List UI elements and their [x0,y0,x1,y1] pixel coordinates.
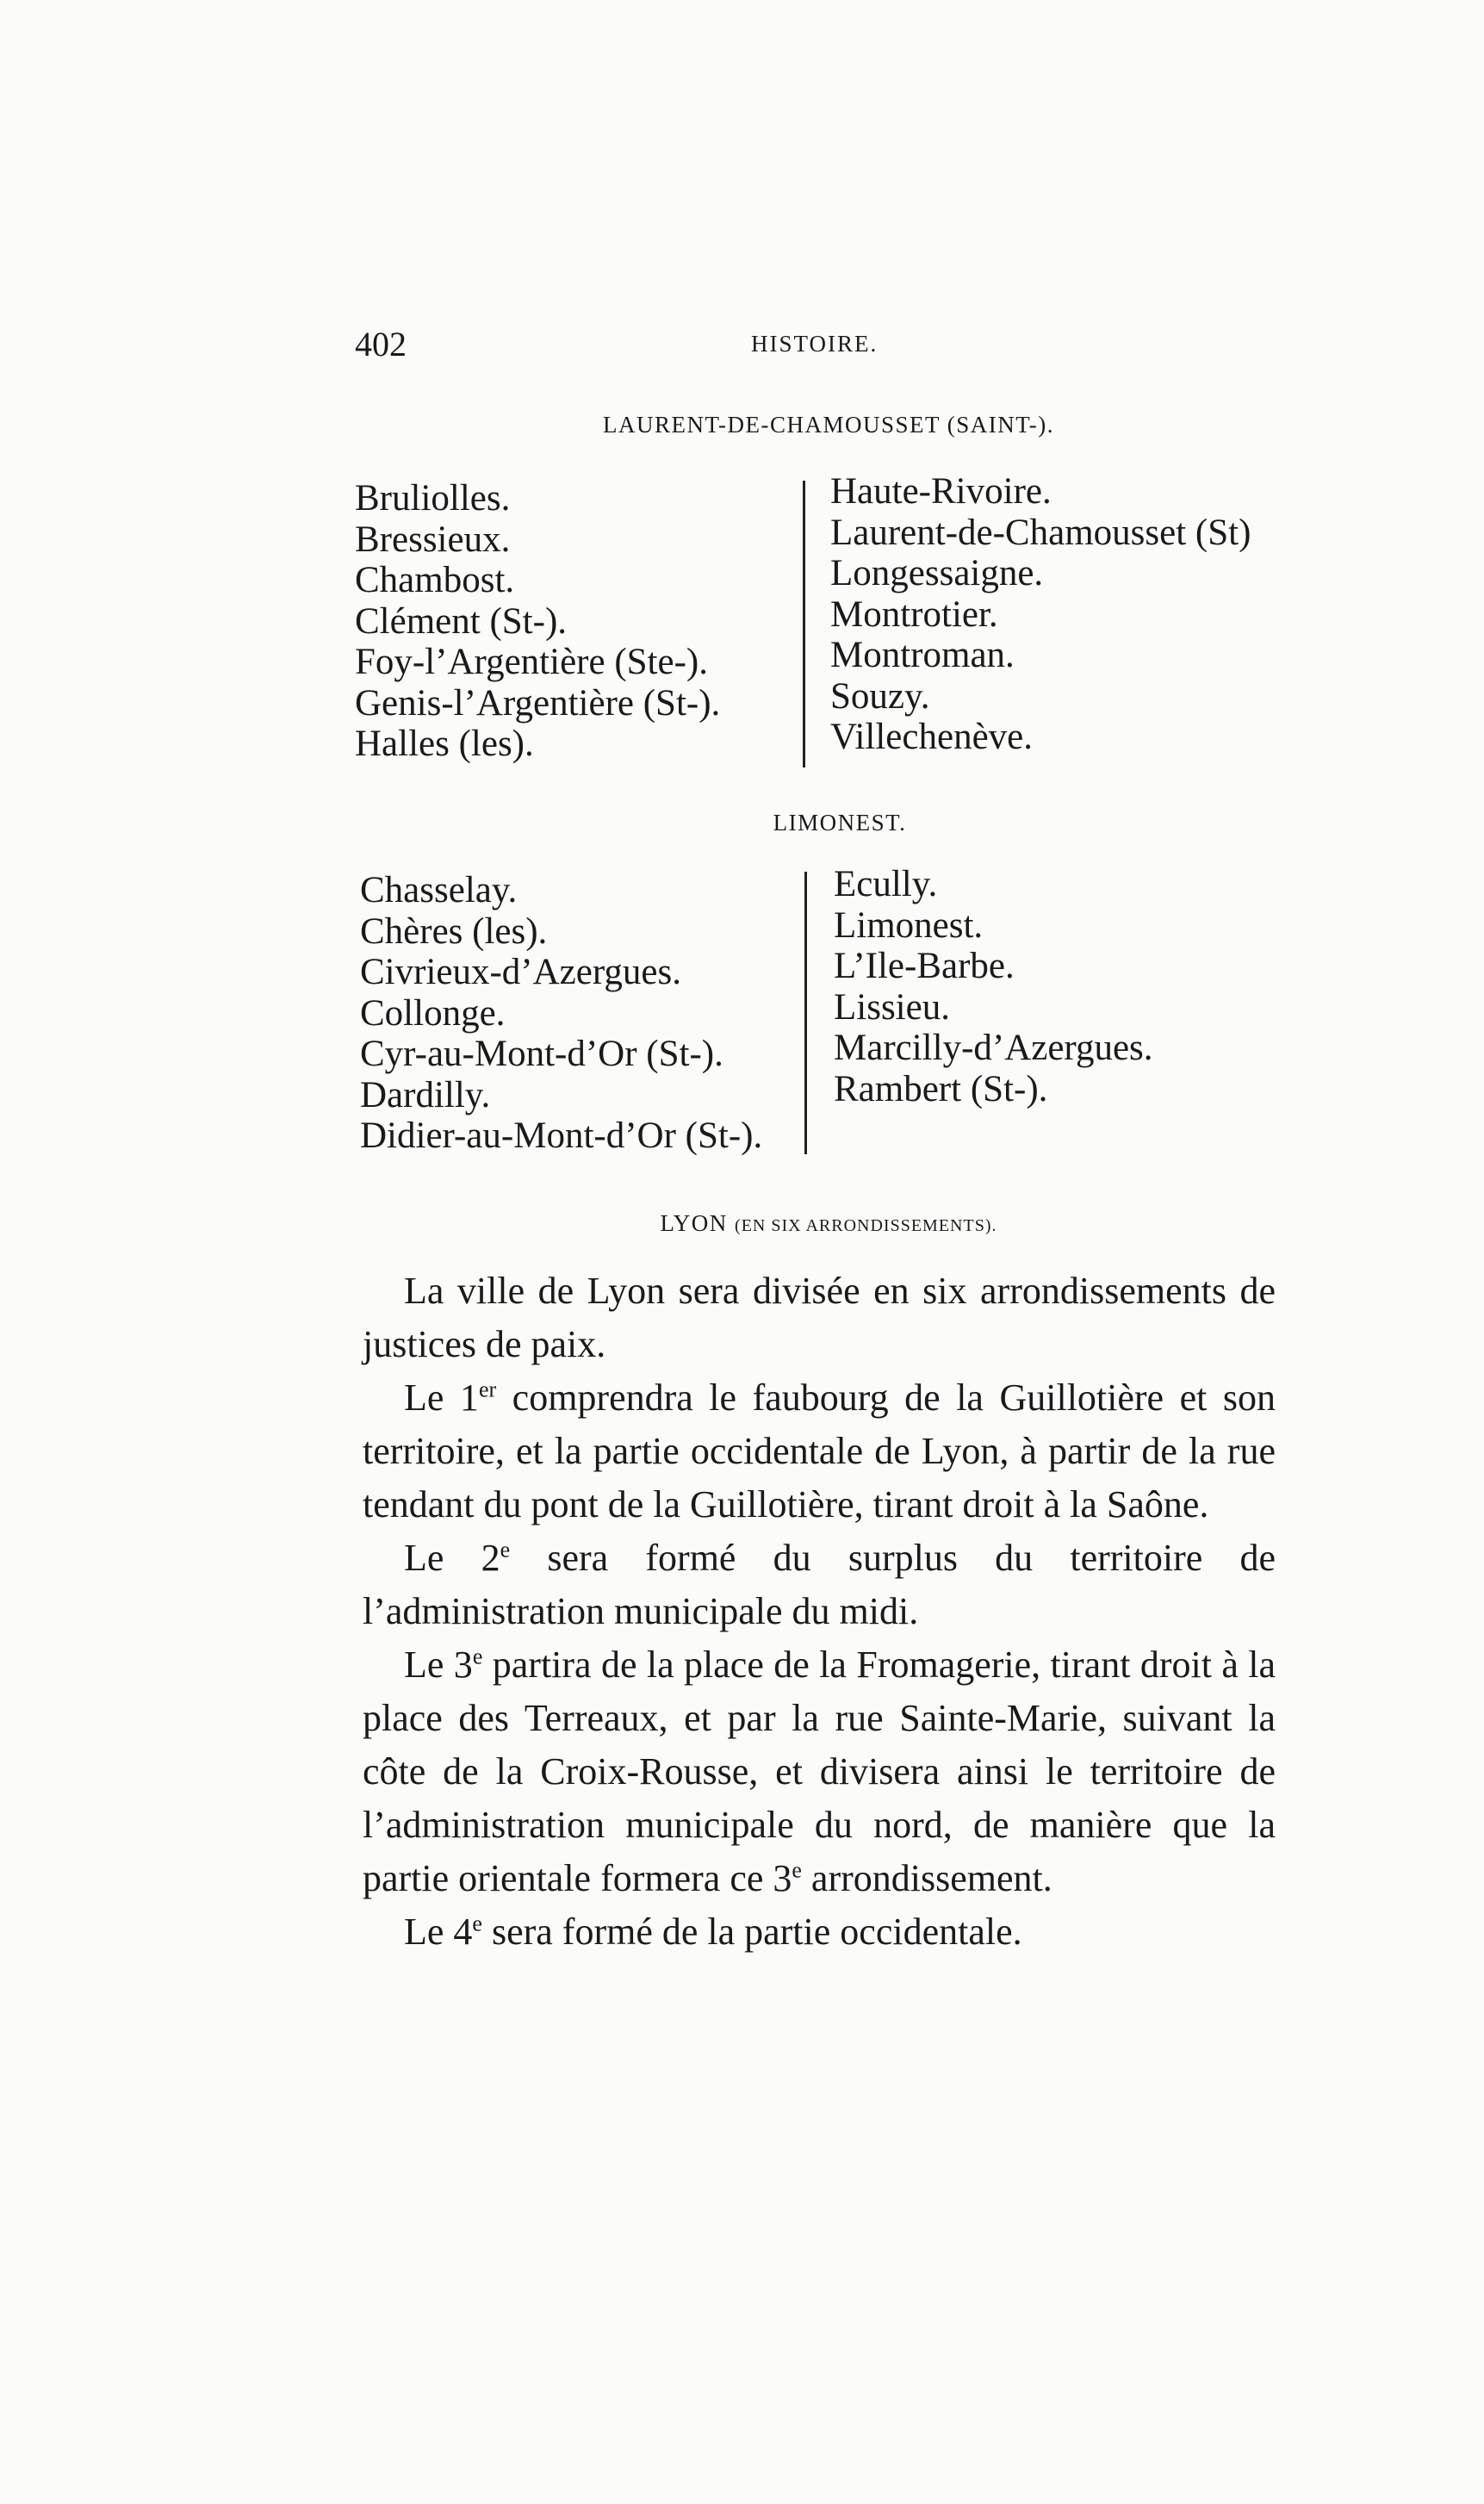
list-item: L’Ile-Barbe. [834,946,1015,986]
paragraph-text: arrondissement. [801,1857,1052,1899]
list-item: Lissieu. [834,986,950,1028]
section-heading-limonest: LIMONEST. [773,810,907,836]
list-item: Laurent-de-Chamousset (St) [830,512,1251,553]
list-item: Civrieux-d’Azergues. [360,952,681,992]
ordinal-suffix: e [472,1643,483,1669]
paragraph-text: La ville de Lyon sera divisée en six arrondissements de justices de paix. [363,1270,1276,1365]
lyon-subtitle: (EN SIX ARRONDISSEMENTS). [735,1216,997,1235]
paragraph [363,1532,1276,1638]
canton-list-left-limonest [360,870,762,1157]
list-item: Bressieux. [355,519,511,560]
running-title: HISTOIRE. [751,331,879,357]
lyon-title: LYON [660,1210,728,1236]
list-item: Didier-au-Mont-d’Or (St-). [360,1115,763,1156]
list-item: Chambost. [355,560,515,600]
canton-list-right-limonest [834,864,1153,1109]
body-text [363,1264,1276,1959]
list-item: Bruliolles. [355,478,511,519]
list-item: Halles (les). [355,724,534,764]
paragraph-text: Le 3 [404,1643,473,1686]
column-divider [803,481,805,767]
list-item: Haute-Rivoire. [830,471,1052,512]
ordinal-suffix: e [500,1537,511,1563]
list-item: Genis-l’Argentière (St-). [355,682,721,724]
list-item: Clément (St-). [355,600,568,642]
list-item: Collonge. [360,992,506,1034]
ordinal-suffix: er [478,1376,497,1402]
list-item: Chères (les). [360,910,548,952]
list-item: Marcilly-d’Azergues. [834,1028,1153,1068]
ordinal-suffix: e [792,1857,802,1883]
paragraph [363,1638,1276,1905]
list-item: Montroman. [830,635,1015,675]
list-item: Dardilly. [360,1074,491,1115]
paragraph [363,1371,1276,1532]
list-item: Rambert (St-). [834,1068,1048,1109]
section-heading-lyon [355,1210,1302,1237]
page-number: 402 [355,325,407,363]
paragraph-text: Le 2 [404,1537,500,1579]
list-item: Chasselay. [360,870,518,910]
column-divider [804,872,807,1154]
list-item: Limonest. [834,904,984,946]
paragraph-text: sera formé de la partie occidentale. [481,1911,1022,1953]
ordinal-suffix: e [472,1911,482,1936]
list-item: Foy-l’Argentière (Ste-). [355,642,708,682]
list-item: Montrotier. [830,593,998,635]
list-item: Villechenève. [830,717,1033,757]
list-item: Ecully. [834,864,938,904]
paragraph-text: sera formé du surplus du territoire de l’administration municipale du midi. [363,1537,1276,1632]
paragraph [363,1264,1276,1371]
list-item: Longessaigne. [830,553,1044,593]
paragraph-text: comprendra le faubourg de la Guillotière et son territoire, et la partie occidentale de Lyon, à partir de la rue tendant du pont de la Guillotière, tirant droit à la Saône. [363,1376,1276,1525]
list-item: Cyr-au-Mont-d’Or (St-). [360,1034,723,1074]
paragraph-text: Le 1 [404,1376,479,1419]
section-heading-laurent: LAURENT-DE-CHAMOUSSET (SAINT-). [602,412,1054,438]
paragraph-text: Le 4 [404,1911,473,1953]
running-head [355,324,1302,367]
canton-list-right-laurent [830,471,1251,758]
list-item: Souzy. [830,675,930,717]
canton-list-left-laurent [355,478,720,765]
paragraph-text: partira de la place de la Fromagerie, tirant droit à la place des Terreaux, et par la rue Sainte-Marie, suivant la côte de la Croix-Rousse, et divisera ainsi le territoire de l’administration municipale du nord, de manière que la partie orientale formera ce 3 [363,1643,1276,1899]
paragraph [363,1905,1276,1959]
